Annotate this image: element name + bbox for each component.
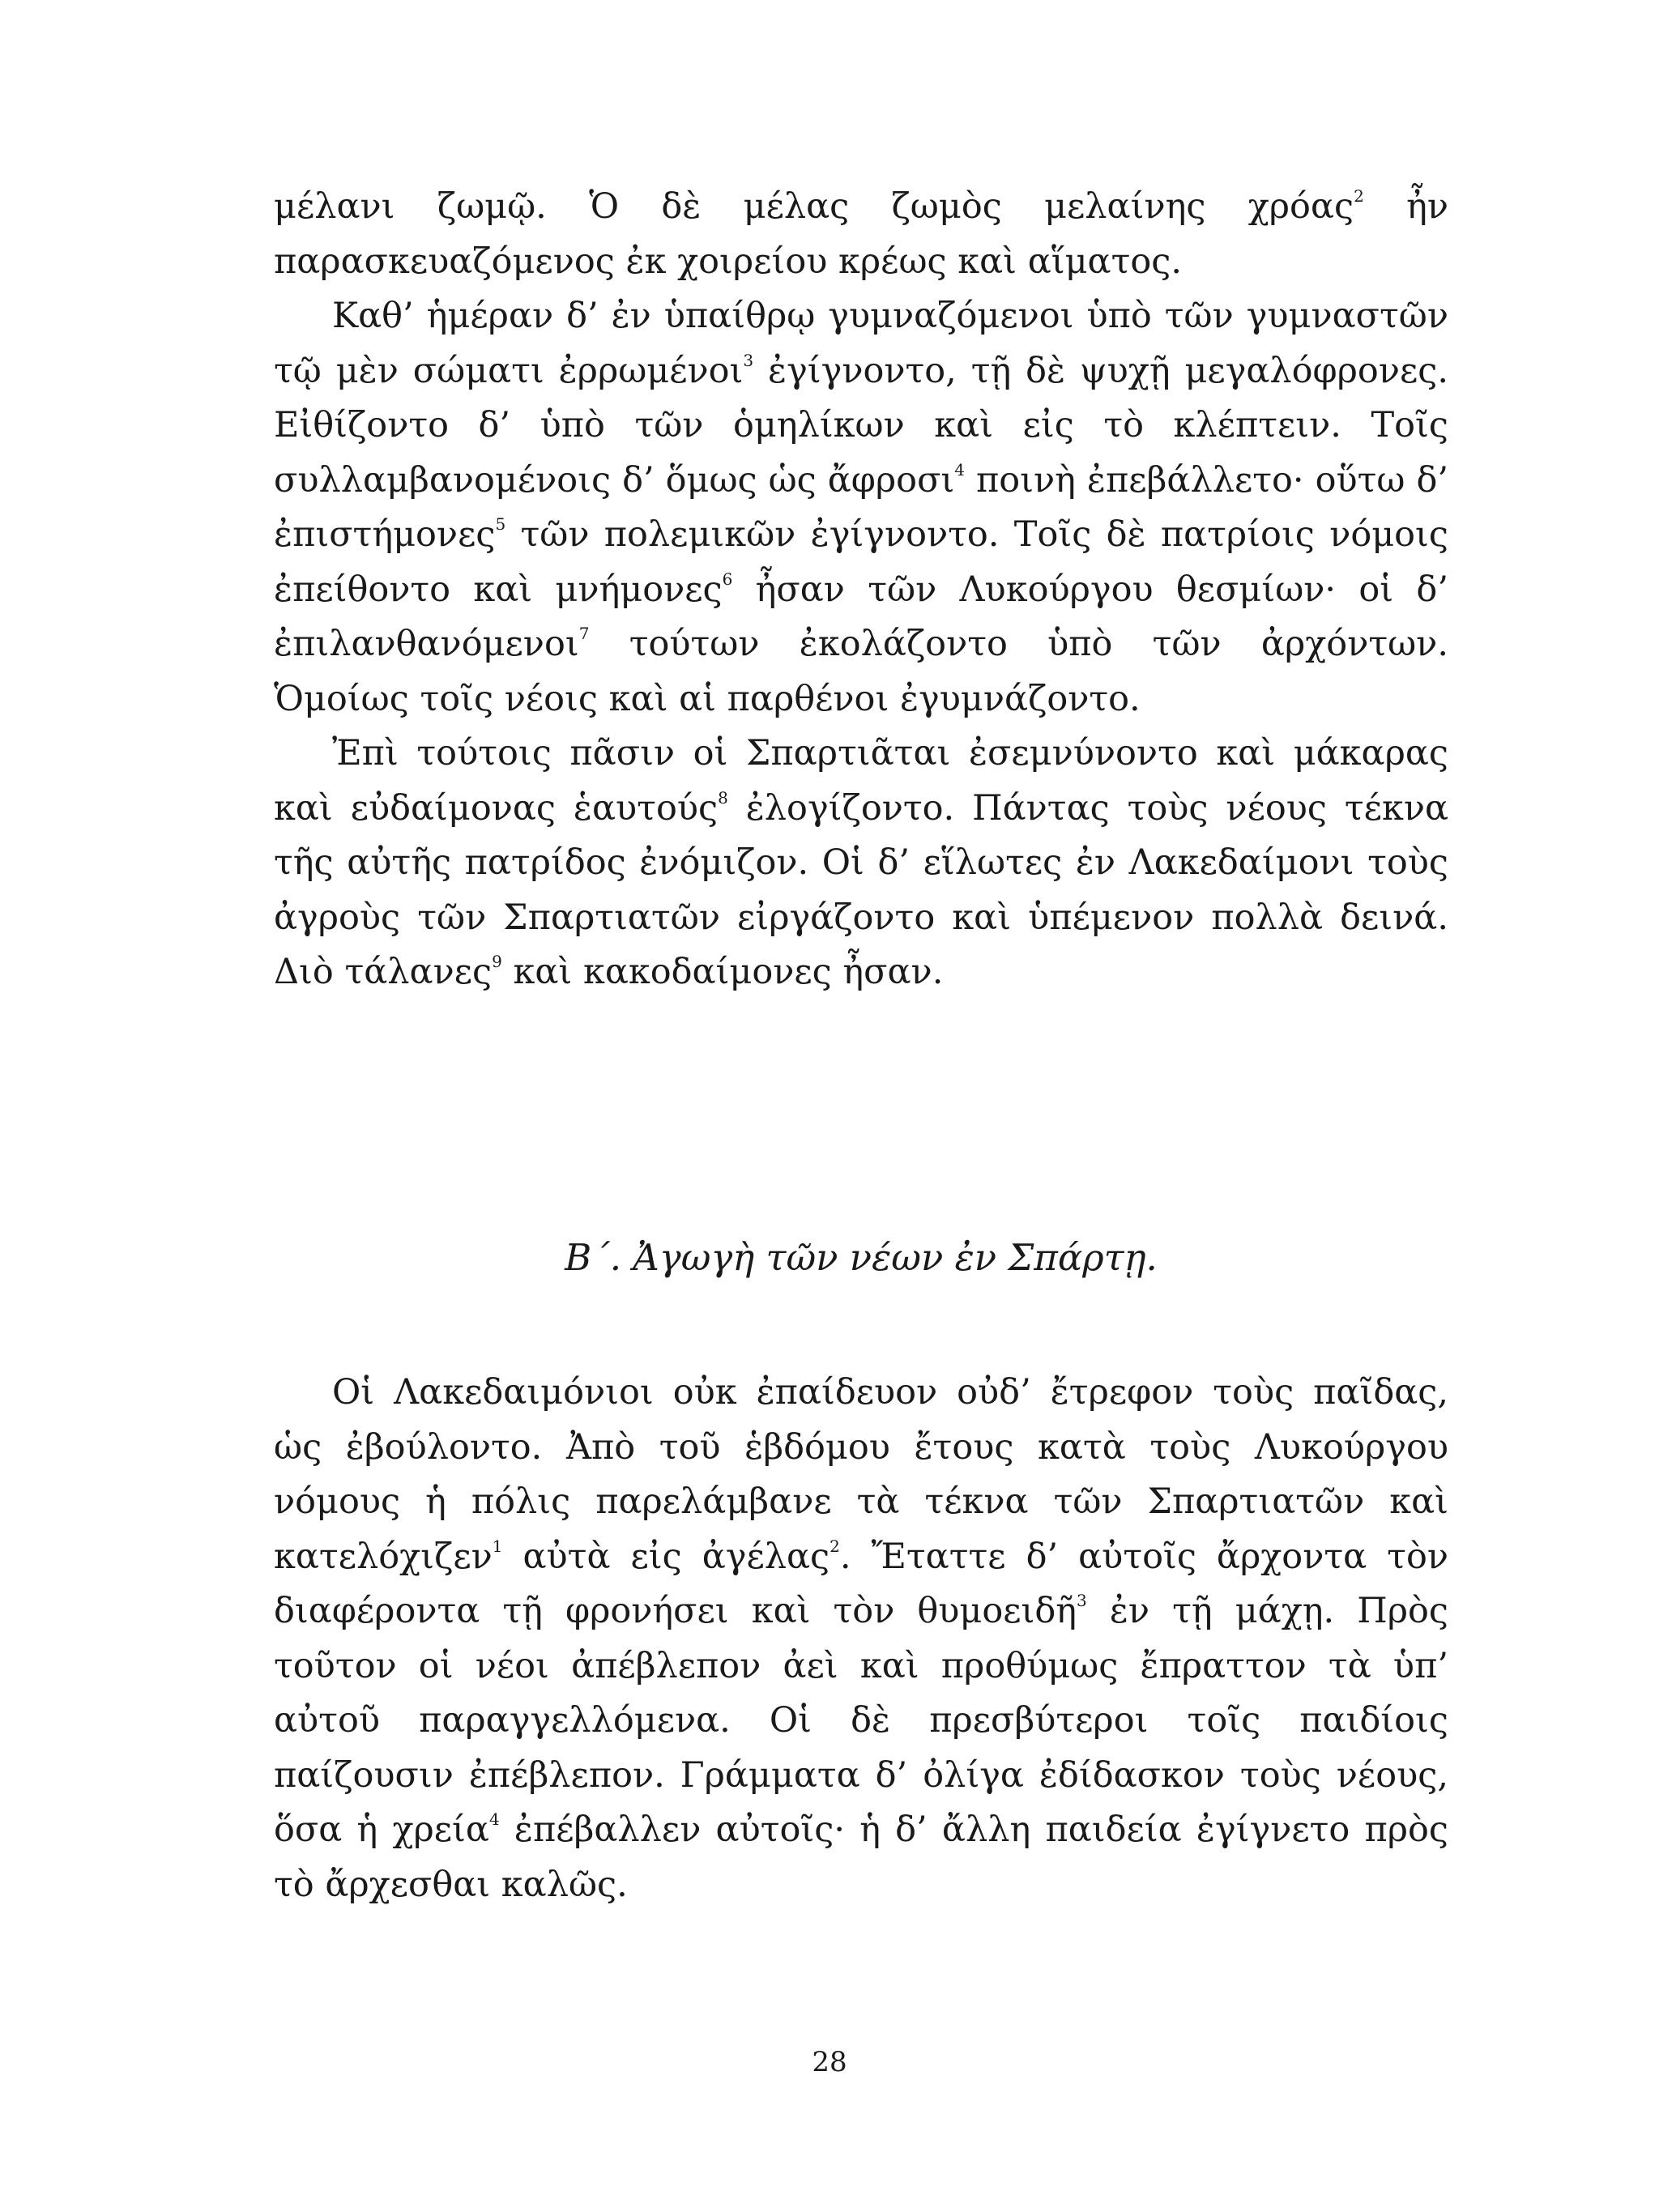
- text-run: . Ἔταττε δ’ αὐτοῖς ἄρχοντα τὸν διαφέροντα τῇ φρονήσει καὶ τὸν θυμοειδῆ: [274, 1536, 1448, 1631]
- text-run: Καθ’ ἡμέραν δ’ ἐν ὑπαίθρῳ γυμναζόμενοι ὑπὸ τῶν γυμναστῶν τῷ μὲν σώματι ἐρρωμένοι: [274, 296, 1448, 391]
- text-run: ἦσαν τῶν Λυκούργου θεσμίων· οἱ δ’ ἐπιλανθανόμενοι: [274, 569, 1448, 664]
- section-one-text: [274, 180, 1448, 1000]
- paragraph: [274, 289, 1448, 727]
- footnote-marker: 2: [830, 1536, 840, 1556]
- text-run: ἦν παρασκευαζόμενος ἐκ χοιρείου κρέως καὶ αἵματος.: [274, 186, 1448, 282]
- text-run: ἐπέβαλλεν αὐτοῖς· ἡ δ’ ἄλλη παιδεία ἐγίγνετο πρὸς τὸ ἄρχεσθαι καλῶς.: [274, 1809, 1449, 1905]
- footnote-marker: 3: [743, 350, 754, 370]
- text-run: ἐλογίζοντο. Πάντας τοὺς νέους τέκνα τῆς αὐτῆς πατρίδος ἐνόμιζον. Οἱ δ’ εἵλωτες ἐν Λακεδαίμονι τοὺς ἀγροὺς τῶν Σπαρτιατῶν εἰργάζοντο καὶ ὑπέμενον πολλὰ δεινά. Διὸ τάλανες: [274, 787, 1449, 992]
- paragraph: [274, 1366, 1448, 1912]
- footnote-marker: 1: [492, 1536, 503, 1556]
- text-run: τῶν πολεμικῶν ἐγίγνοντο. Τοῖς δὲ πατρίοις νόμοις ἐπείθοντο καὶ μνήμονες: [274, 514, 1448, 610]
- text-run: ἐγίγνοντο, τῇ δὲ ψυχῇ μεγαλόφρονες. Εἰθίζοντο δ’ ὑπὸ τῶν ὁμηλίκων καὶ εἰς τὸ κλέπτειν. Τοῖς συλλαμβανομένοις δ’ ὅμως ὡς ἄφροσι: [274, 350, 1448, 501]
- footnote-marker: 7: [578, 624, 590, 643]
- text-run: ποινὴ ἐπεβάλλετο· οὕτω δ’ ἐπιστήμονες: [274, 459, 1448, 555]
- text-run: Οἱ Λακεδαιμόνιοι οὐκ ἐπαίδευον οὐδ’ ἔτρεφον τοὺς παῖδας, ὡς ἐβούλοντο. Ἀπὸ τοῦ ἑβδόμου ἔτους κατὰ τοὺς Λυκούργου νόμους ἡ πόλις παρελάμβανε τὰ τέκνα τῶν Σπαρτιατῶν καὶ κατελόχιζεν: [274, 1372, 1448, 1577]
- text-run: μέλανι ζωμῷ. Ὁ δὲ μέλας ζωμὸς μελαίνης χρόας: [274, 186, 1354, 227]
- footnote-marker: 4: [954, 459, 966, 479]
- page-number: 28: [812, 2046, 847, 2078]
- section-two-text: [274, 1366, 1448, 1912]
- text-run: τούτων ἐκολάζοντο ὑπὸ τῶν ἀρχόντων. Ὁμοίως τοῖς νέοις καὶ αἱ παρθένοι ἐγυμνάζοντο.: [274, 624, 1448, 719]
- text-run: Ἐπὶ τούτοις πᾶσιν οἱ Σπαρτιᾶται ἐσεμνύνοντο καὶ μάκαρας καὶ εὐδαίμονας ἑαυτούς: [274, 733, 1448, 829]
- text-run: αὐτὰ εἰς ἀγέλας: [502, 1536, 830, 1577]
- paragraph: [274, 727, 1448, 1000]
- text-run: ἐν τῇ μάχῃ. Πρὸς τοῦτον οἱ νέοι ἀπέβλεπον ἀεὶ καὶ προθύμως ἔπραττον τὰ ὑπ’ αὐτοῦ παραγγελλόμενα. Οἱ δὲ πρεσβύτεροι τοῖς παιδίοις παίζουσιν ἐπέβλεπον. Γράμματα δ’ ὀλίγα ἐδίδασκον τοὺς νέους, ὅσα ἡ χρεία: [274, 1591, 1448, 1850]
- footnote-marker: 2: [1354, 186, 1364, 206]
- footnote-marker: 4: [488, 1809, 500, 1829]
- paragraph: [274, 180, 1448, 289]
- footnote-marker: 3: [1077, 1591, 1087, 1610]
- footnote-marker: 6: [722, 569, 733, 589]
- text-run: καὶ κακοδαίμονες ἦσαν.: [501, 952, 944, 992]
- footnote-marker: 5: [495, 514, 506, 534]
- section-heading: Β΄. Ἀγωγὴ τῶν νέων ἐν Σπάρτῃ.: [565, 1236, 1158, 1279]
- footnote-marker: 8: [718, 787, 728, 808]
- footnote-marker: 9: [492, 952, 502, 971]
